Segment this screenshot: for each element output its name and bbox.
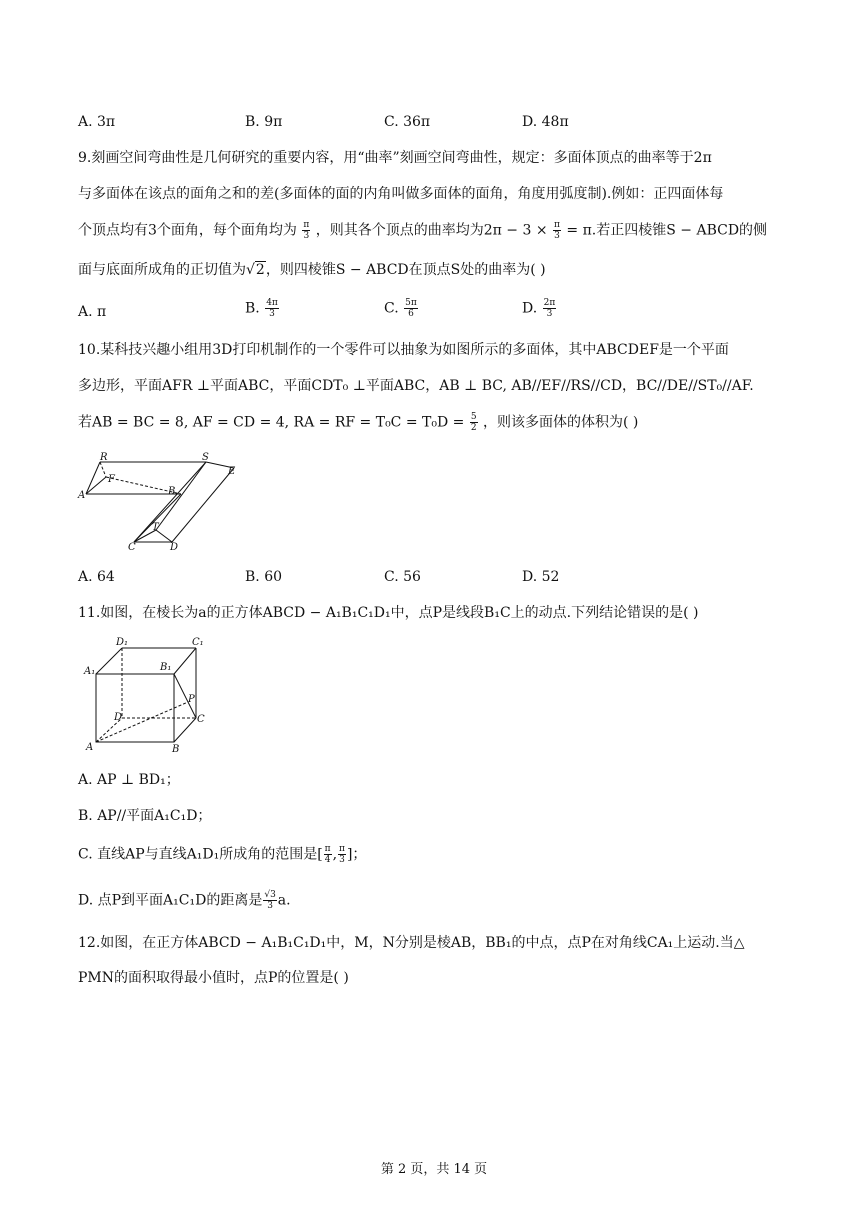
- fig10-label-D: D: [170, 542, 179, 553]
- q11-cube-figure: [82, 634, 212, 756]
- q11-option-c: C. 直线AP与直线A₁D₁所成角的范围是[ $\frac{\pi}{4}$ , $\frac{\pi}{3}$ ]；: [78, 844, 367, 865]
- fig10-label-B: B: [168, 486, 176, 497]
- q8-option-a: A. 3π: [78, 114, 116, 130]
- q11-option-b: B. AP//平面A₁C₁D；: [78, 808, 212, 824]
- fig11-label-C: C: [197, 714, 205, 725]
- q11-line-1: 11.如图，在棱长为a的正方体ABCD − A₁B₁C₁D₁中，点P是线段B₁C上的动点.下列结论错误的是( ): [78, 605, 699, 621]
- sqrt-two: 2: [255, 262, 265, 278]
- fig10-label-E: E: [228, 466, 236, 477]
- fraction-pi-4: $\frac{\pi}{4}$: [324, 844, 331, 865]
- q10-option-a: A. 64: [78, 569, 115, 585]
- q10-option-d: D. 52: [522, 569, 560, 585]
- q9-option-d: D. $\frac{2\pi}{3}$: [522, 298, 556, 319]
- fig10-label-F: F: [108, 474, 115, 485]
- fig10-label-C: C: [128, 542, 136, 553]
- fraction-4pi-3: $\frac{4\pi}{3}$: [266, 298, 278, 319]
- fig10-label-S: S: [202, 452, 209, 463]
- q8-option-c: C. 36π: [384, 114, 431, 130]
- q9-line-3b: ，则其各个顶点的曲率均为2π − 3 ×: [315, 222, 548, 239]
- q9-option-a: A. π: [78, 304, 107, 320]
- q10-option-b: B. 60: [245, 569, 283, 585]
- fraction-pi-over-3: $\frac{\pi}{3}$: [303, 220, 310, 241]
- fig10-label-R: R: [100, 452, 108, 463]
- q10-option-c: C. 56: [384, 569, 421, 585]
- q12-line-2: PMN的面积取得最小值时，点P的位置是( ): [78, 970, 349, 986]
- q11-option-d: D. 点P到平面A₁C₁D的距离是 $\frac{√3}{3}$ a.: [78, 890, 291, 911]
- q9-line-4a: 面与底面所成角的正切值为: [78, 262, 246, 278]
- q8-option-d: D. 48π: [522, 114, 569, 130]
- q10-polyhedron-figure: [76, 452, 248, 556]
- fig11-label-D1: D₁: [116, 637, 129, 648]
- fig10-label-A: A: [78, 490, 86, 501]
- fig11-label-P: P: [188, 694, 195, 705]
- fraction-5-2: $\frac{5}{2}$: [470, 412, 477, 433]
- fig11-label-A1: A₁: [84, 666, 96, 677]
- fraction-pi-over-3-b: $\frac{\pi}{3}$: [554, 220, 560, 241]
- q8-option-b: B. 9π: [245, 114, 283, 130]
- q9-line-2: 与多面体在该点的面角之和的差(多面体的面的内角叫做多面体的面角，角度用弧度制).例如：正四面体每: [78, 186, 724, 202]
- q12-line-1: 12.如图，在正方体ABCD − A₁B₁C₁D₁中，M，N分别是棱AB，BB₁的中点，点P在对角线CA₁上运动.当△: [78, 935, 745, 951]
- q9-line-3a: 个顶点均有3个面角，每个面角均为: [78, 222, 297, 239]
- fraction-2pi-3: $\frac{2\pi}{3}$: [543, 298, 556, 319]
- fig11-label-D: D: [114, 712, 123, 723]
- fig11-label-B: B: [172, 744, 180, 755]
- fig11-label-B1: B₁: [160, 662, 172, 673]
- q11-option-a: A. AP ⊥ BD₁；: [78, 772, 180, 788]
- fig10-label-T: T: [152, 522, 159, 533]
- q9-line-1: 9.刻画空间弯曲性是几何研究的重要内容，用“曲率”刻画空间弯曲性，规定：多面体顶点的曲率等于2π: [78, 150, 712, 166]
- q9-line-4c: ，则四棱锥S − ABCD在顶点S处的曲率为( ): [265, 262, 546, 278]
- q10-line-1: 10.某科技兴趣小组用3D打印机制作的一个零件可以抽象为如图所示的多面体，其中ABCDEF是一个平面: [78, 342, 729, 358]
- fraction-sqrt3-3: $\frac{√3}{3}$: [264, 890, 276, 911]
- q9-option-c: C. $\frac{5\pi}{6}$: [384, 298, 417, 319]
- q9-line-4: 面与底面所成角的正切值为√2，则四棱锥S − ABCD在顶点S处的曲率为( ): [78, 262, 546, 278]
- page-footer: 第 2 页，共 14 页: [380, 1162, 488, 1177]
- q10-line-3: [78, 412, 638, 433]
- q10-line-3a: 若AB = BC = 8, AF = CD = 4, RA = RF = T₀C = T₀D =: [78, 414, 465, 431]
- q9-line-3c: = π.若正四棱锥S − ABCD的侧: [566, 222, 768, 239]
- fraction-5pi-6: $\frac{5\pi}{6}$: [405, 298, 417, 319]
- q10-line-2: 多边形，平面AFR ⊥平面ABC，平面CDT₀ ⊥平面ABC，AB ⊥ BC, AB//EF//RS//CD，BC//DE//ST₀//AF.: [78, 378, 754, 394]
- fig11-label-C1: C₁: [192, 637, 204, 648]
- fig11-label-A: A: [86, 742, 94, 753]
- q10-line-3b: ，则该多面体的体积为( ): [483, 414, 639, 431]
- q9-line-3: [78, 220, 767, 241]
- fraction-pi-3-c: $\frac{\pi}{3}$: [339, 844, 345, 865]
- q9-option-b: B. $\frac{4\pi}{3}$: [245, 298, 278, 319]
